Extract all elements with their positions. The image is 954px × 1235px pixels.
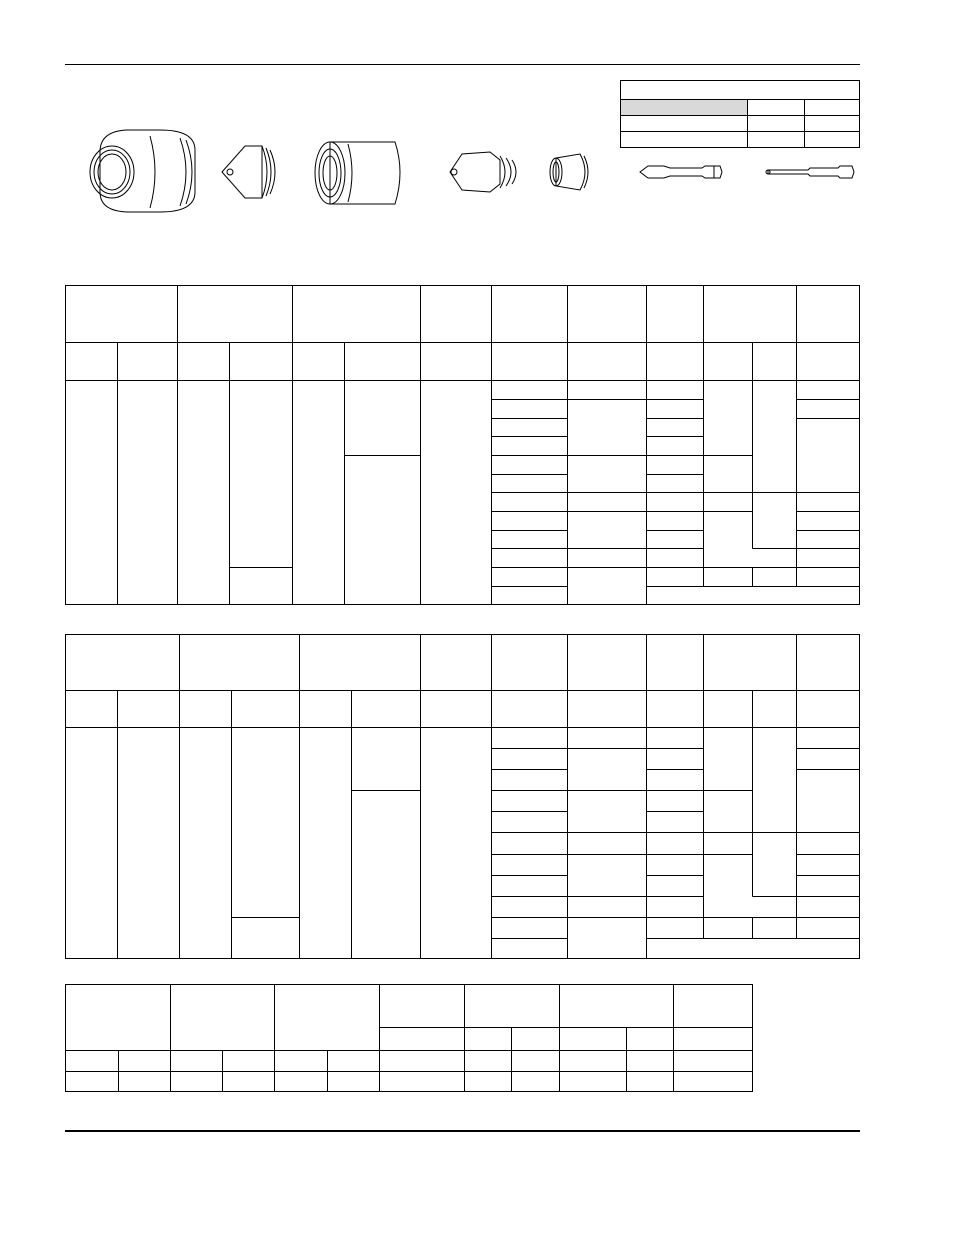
cut-chart-table-1: [66, 286, 860, 605]
summary-table: [66, 985, 753, 1092]
key-table: [621, 81, 860, 148]
key-table-highlight: [621, 100, 748, 116]
cut-chart-table-2: [66, 635, 860, 959]
